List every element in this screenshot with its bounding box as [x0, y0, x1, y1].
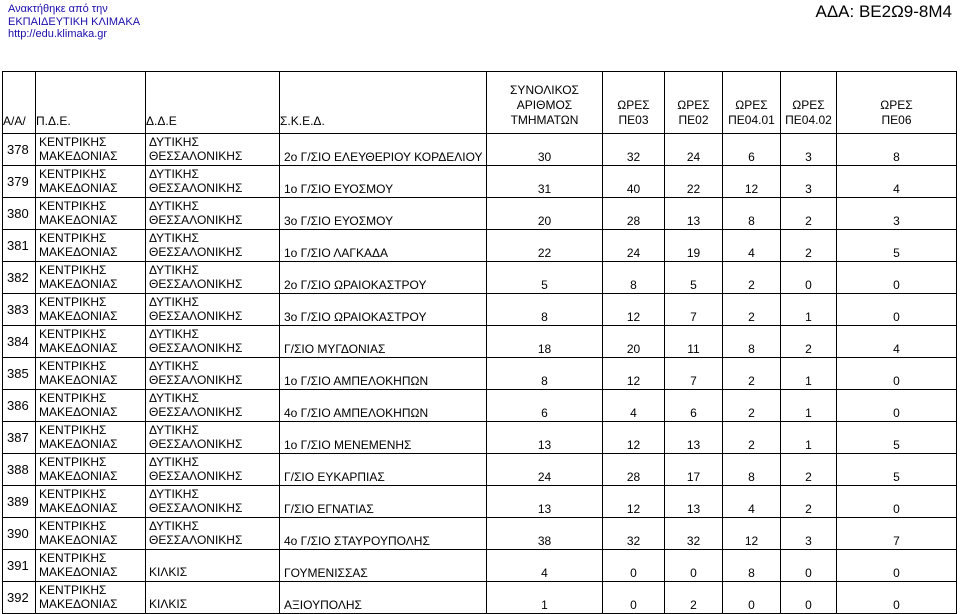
dde-line-2: ΘΕΣΣΑΛΟΝΙΚΗΣ [149, 245, 243, 259]
pde-cell [36, 486, 146, 518]
pde-cell [36, 230, 146, 262]
pde-line-2: ΜΑΚΕΔΟΝΙΑΣ [39, 149, 118, 163]
table-body [3, 134, 957, 614]
hours-pe0402: 0 [781, 582, 837, 614]
dde-line-1: ΔΥΤΙΚΗΣ [149, 135, 199, 149]
school-name: 3ο Γ/ΣΙΟ ΩΡΑΙΟΚΑΣΤΡΟΥ [280, 294, 487, 326]
hours-pe0402: 2 [781, 454, 837, 486]
hours-pe0402: 2 [781, 486, 837, 518]
hours-pe06: 0 [837, 582, 957, 614]
dde-cell [146, 262, 280, 294]
pde-line-1: ΚΕΝΤΡΙΚΗΣ [39, 327, 107, 341]
total-sections: 1 [487, 582, 603, 614]
hours-pe02: 32 [665, 518, 723, 550]
hours-pe03: 12 [603, 422, 665, 454]
dde-cell [146, 358, 280, 390]
hours-pe02: 13 [665, 422, 723, 454]
row-number: 385 [3, 358, 36, 390]
hours-pe0402: 1 [781, 390, 837, 422]
school-name: 1ο Γ/ΣΙΟ ΑΜΠΕΛΟΚΗΠΩΝ [280, 358, 487, 390]
row-number: 388 [3, 454, 36, 486]
total-sections: 18 [487, 326, 603, 358]
hours-pe02: 11 [665, 326, 723, 358]
table-row [3, 358, 957, 390]
pde-line-1: ΚΕΝΤΡΙΚΗΣ [39, 135, 107, 149]
row-number: 389 [3, 486, 36, 518]
hours-pe0401: 8 [723, 326, 781, 358]
dde-line-2: ΘΕΣΣΑΛΟΝΙΚΗΣ [149, 469, 243, 483]
dde-line-1: ΔΥΤΙΚΗΣ [149, 263, 199, 277]
hours-pe02: 7 [665, 294, 723, 326]
hours-pe0401: 2 [723, 422, 781, 454]
total-sections: 13 [487, 486, 603, 518]
pde-line-1: ΚΕΝΤΡΙΚΗΣ [39, 487, 107, 501]
dde-line-1: ΔΥΤΙΚΗΣ [149, 423, 199, 437]
row-number: 386 [3, 390, 36, 422]
dde-line-1: ΔΥΤΙΚΗΣ [149, 455, 199, 469]
retrieval-url-link[interactable]: http://edu.klimaka.gr [8, 28, 108, 40]
col-pe06: ΩΡΕΣ ΠΕ06 [837, 72, 957, 134]
hours-pe03: 28 [603, 454, 665, 486]
col-pe03: ΩΡΕΣ ΠΕ03 [603, 72, 665, 134]
total-sections: 13 [487, 422, 603, 454]
hours-pe0402: 1 [781, 358, 837, 390]
pde-line-1: ΚΕΝΤΡΙΚΗΣ [39, 231, 107, 245]
hours-pe0401: 2 [723, 262, 781, 294]
dde-line-1: ΔΥΤΙΚΗΣ [149, 487, 199, 501]
hours-pe06: 4 [837, 166, 957, 198]
table-row [3, 422, 957, 454]
hours-pe0402: 3 [781, 134, 837, 166]
pde-line-1: ΚΕΝΤΡΙΚΗΣ [39, 423, 107, 437]
row-number: 387 [3, 422, 36, 454]
table-row [3, 198, 957, 230]
pde-line-1: ΚΕΝΤΡΙΚΗΣ [39, 519, 107, 533]
dde-line-1: ΔΥΤΙΚΗΣ [149, 359, 199, 373]
hours-pe03: 32 [603, 518, 665, 550]
total-sections: 4 [487, 550, 603, 582]
pde-cell [36, 422, 146, 454]
hours-pe02: 13 [665, 486, 723, 518]
dde-cell [146, 422, 280, 454]
table-row [3, 294, 957, 326]
row-number: 381 [3, 230, 36, 262]
hours-pe0401: 2 [723, 294, 781, 326]
pde-line-2: ΜΑΚΕΔΟΝΙΑΣ [39, 469, 118, 483]
pde-cell [36, 518, 146, 550]
table-header-row [3, 72, 957, 134]
school-name: ΑΞΙΟΥΠΟΛΗΣ [280, 582, 487, 614]
dde-line-2: ΘΕΣΣΑΛΟΝΙΚΗΣ [149, 309, 243, 323]
pde-line-1: ΚΕΝΤΡΙΚΗΣ [39, 583, 107, 597]
ada-code: ΑΔΑ: ΒΕ2Ω9-8Μ4 [815, 2, 952, 21]
dde-line-1: ΔΥΤΙΚΗΣ [149, 199, 199, 213]
dde-line-1: ΔΥΤΙΚΗΣ [149, 295, 199, 309]
school-name: Γ/ΣΙΟ ΜΥΓΔΟΝΙΑΣ [280, 326, 487, 358]
total-sections: 31 [487, 166, 603, 198]
table-row [3, 486, 957, 518]
pde-cell [36, 454, 146, 486]
dde-cell [146, 390, 280, 422]
row-number: 390 [3, 518, 36, 550]
hours-pe0401: 2 [723, 358, 781, 390]
hours-pe03: 4 [603, 390, 665, 422]
school-name: 2ο Γ/ΣΙΟ ΕΛΕΥΘΕΡΙΟΥ ΚΟΡΔΕΛΙΟΥ [280, 134, 487, 166]
total-sections: 8 [487, 294, 603, 326]
table-row [3, 518, 957, 550]
dde-line-2: ΘΕΣΣΑΛΟΝΙΚΗΣ [149, 341, 243, 355]
col-pe0401: ΩΡΕΣ ΠΕ04.01 [723, 72, 781, 134]
hours-pe06: 5 [837, 454, 957, 486]
dde-cell [146, 550, 280, 582]
hours-pe06: 0 [837, 550, 957, 582]
dde-cell [146, 582, 280, 614]
col-pe0402: ΩΡΕΣ ΠΕ04.02 [781, 72, 837, 134]
pde-line-2: ΜΑΚΕΔΟΝΙΑΣ [39, 437, 118, 451]
dde-line-1: ΔΥΤΙΚΗΣ [149, 327, 199, 341]
dde-line-2: ΘΕΣΣΑΛΟΝΙΚΗΣ [149, 533, 243, 547]
pde-line-1: ΚΕΝΤΡΙΚΗΣ [39, 455, 107, 469]
hours-pe02: 17 [665, 454, 723, 486]
dde-cell [146, 230, 280, 262]
retrieval-note [8, 3, 140, 41]
hours-pe0401: 4 [723, 230, 781, 262]
dde-line-2: ΘΕΣΣΑΛΟΝΙΚΗΣ [149, 437, 243, 451]
hours-pe06: 0 [837, 486, 957, 518]
hours-pe06: 5 [837, 422, 957, 454]
school-name: 1ο Γ/ΣΙΟ ΛΑΓΚΑΔΑ [280, 230, 487, 262]
hours-pe02: 2 [665, 582, 723, 614]
hours-pe02: 22 [665, 166, 723, 198]
hours-pe03: 28 [603, 198, 665, 230]
dde-line-2: ΘΕΣΣΑΛΟΝΙΚΗΣ [149, 405, 243, 419]
pde-line-1: ΚΕΝΤΡΙΚΗΣ [39, 263, 107, 277]
hours-pe03: 32 [603, 134, 665, 166]
table-row [3, 262, 957, 294]
col-pde: Π.Δ.Ε. [36, 72, 146, 134]
total-sections: 30 [487, 134, 603, 166]
school-name: 3ο Γ/ΣΙΟ ΕΥΟΣΜΟΥ [280, 198, 487, 230]
hours-pe03: 12 [603, 358, 665, 390]
table-row [3, 134, 957, 166]
total-sections: 20 [487, 198, 603, 230]
total-sections: 5 [487, 262, 603, 294]
total-sections: 8 [487, 358, 603, 390]
pde-line-2: ΜΑΚΕΔΟΝΙΑΣ [39, 213, 118, 227]
row-number: 391 [3, 550, 36, 582]
hours-pe06: 0 [837, 390, 957, 422]
row-number: 382 [3, 262, 36, 294]
dde-line-2: ΘΕΣΣΑΛΟΝΙΚΗΣ [149, 213, 243, 227]
dde-cell [146, 518, 280, 550]
hours-pe06: 0 [837, 262, 957, 294]
dde-cell [146, 134, 280, 166]
hours-pe03: 8 [603, 262, 665, 294]
table-row [3, 390, 957, 422]
dde-cell [146, 454, 280, 486]
hours-pe0401: 6 [723, 134, 781, 166]
hours-pe03: 20 [603, 326, 665, 358]
hours-pe03: 12 [603, 294, 665, 326]
hours-pe0402: 3 [781, 518, 837, 550]
school-name: Γ/ΣΙΟ ΕΓΝΑΤΙΑΣ [280, 486, 487, 518]
school-name: 1ο Γ/ΣΙΟ ΜΕΝΕΜΕΝΗΣ [280, 422, 487, 454]
hours-pe0401: 12 [723, 166, 781, 198]
hours-pe0402: 1 [781, 422, 837, 454]
retrieval-note-line1: Ανακτήθηκε από την [8, 3, 108, 15]
pde-line-2: ΜΑΚΕΔΟΝΙΑΣ [39, 309, 118, 323]
school-name: 1ο Γ/ΣΙΟ ΕΥΟΣΜΟΥ [280, 166, 487, 198]
hours-pe0401: 8 [723, 454, 781, 486]
hours-pe0402: 0 [781, 262, 837, 294]
pde-cell [36, 294, 146, 326]
pde-line-2: ΜΑΚΕΔΟΝΙΑΣ [39, 565, 118, 579]
total-sections: 38 [487, 518, 603, 550]
dde-cell [146, 486, 280, 518]
pde-line-2: ΜΑΚΕΔΟΝΙΑΣ [39, 373, 118, 387]
hours-pe02: 6 [665, 390, 723, 422]
total-sections: 24 [487, 454, 603, 486]
pde-cell [36, 166, 146, 198]
dde-cell [146, 326, 280, 358]
row-number: 379 [3, 166, 36, 198]
dde-line-2: ΘΕΣΣΑΛΟΝΙΚΗΣ [149, 501, 243, 515]
table-row [3, 326, 957, 358]
hours-pe0401: 8 [723, 198, 781, 230]
dde-line-1: ΔΥΤΙΚΗΣ [149, 519, 199, 533]
hours-pe02: 0 [665, 550, 723, 582]
dde-line-1: ΔΥΤΙΚΗΣ [149, 391, 199, 405]
hours-pe03: 40 [603, 166, 665, 198]
dde-line-1: ΔΥΤΙΚΗΣ [149, 167, 199, 181]
hours-pe0402: 1 [781, 294, 837, 326]
row-number: 380 [3, 198, 36, 230]
hours-pe06: 5 [837, 230, 957, 262]
dde-line-2: ΘΕΣΣΑΛΟΝΙΚΗΣ [149, 149, 243, 163]
pde-line-1: ΚΕΝΤΡΙΚΗΣ [39, 359, 107, 373]
school-name: 2ο Γ/ΣΙΟ ΩΡΑΙΟΚΑΣΤΡΟΥ [280, 262, 487, 294]
pde-line-2: ΜΑΚΕΔΟΝΙΑΣ [39, 501, 118, 515]
hours-pe0402: 2 [781, 198, 837, 230]
pde-cell [36, 326, 146, 358]
dde-cell [146, 294, 280, 326]
pde-line-2: ΜΑΚΕΔΟΝΙΑΣ [39, 341, 118, 355]
hours-pe0401: 2 [723, 390, 781, 422]
hours-pe02: 13 [665, 198, 723, 230]
pde-line-2: ΜΑΚΕΔΟΝΙΑΣ [39, 405, 118, 419]
pde-cell [36, 582, 146, 614]
row-number: 378 [3, 134, 36, 166]
table-row [3, 166, 957, 198]
pde-cell [36, 198, 146, 230]
row-number: 392 [3, 582, 36, 614]
pde-line-1: ΚΕΝΤΡΙΚΗΣ [39, 391, 107, 405]
pde-line-2: ΜΑΚΕΔΟΝΙΑΣ [39, 245, 118, 259]
dde-line-1: ΔΥΤΙΚΗΣ [149, 231, 199, 245]
school-name: Γ/ΣΙΟ ΕΥΚΑΡΠΙΑΣ [280, 454, 487, 486]
total-sections: 6 [487, 390, 603, 422]
pde-line-1: ΚΕΝΤΡΙΚΗΣ [39, 199, 107, 213]
hours-pe0401: 0 [723, 582, 781, 614]
dde-cell [146, 166, 280, 198]
hours-pe02: 5 [665, 262, 723, 294]
school-name: 4ο Γ/ΣΙΟ ΣΤΑΥΡΟΥΠΟΛΗΣ [280, 518, 487, 550]
table-row [3, 454, 957, 486]
hours-pe02: 7 [665, 358, 723, 390]
row-number: 384 [3, 326, 36, 358]
dde-line-2: ΘΕΣΣΑΛΟΝΙΚΗΣ [149, 181, 243, 195]
hours-pe0402: 3 [781, 166, 837, 198]
dde-line-2: ΚΙΛΚΙΣ [149, 597, 188, 611]
dde-line-2: ΘΕΣΣΑΛΟΝΙΚΗΣ [149, 373, 243, 387]
col-dde: Δ.Δ.Ε [146, 72, 280, 134]
pde-line-1: ΚΕΝΤΡΙΚΗΣ [39, 167, 107, 181]
total-sections: 22 [487, 230, 603, 262]
hours-pe06: 7 [837, 518, 957, 550]
school-name: ΓΟΥΜΕΝΙΣΣΑΣ [280, 550, 487, 582]
pde-cell [36, 262, 146, 294]
hours-pe02: 24 [665, 134, 723, 166]
hours-pe0401: 12 [723, 518, 781, 550]
row-number: 383 [3, 294, 36, 326]
pde-line-2: ΜΑΚΕΔΟΝΙΑΣ [39, 597, 118, 611]
pde-cell [36, 390, 146, 422]
pde-line-1: ΚΕΝΤΡΙΚΗΣ [39, 551, 107, 565]
school-name: 4ο Γ/ΣΙΟ ΑΜΠΕΛΟΚΗΠΩΝ [280, 390, 487, 422]
hours-pe03: 0 [603, 582, 665, 614]
table-row [3, 550, 957, 582]
retrieval-note-line2: ΕΚΠΑΙΔΕΥΤΙΚΗ ΚΛΙΜΑΚΑ [8, 15, 141, 28]
hours-pe0402: 2 [781, 326, 837, 358]
pde-cell [36, 358, 146, 390]
col-sked: Σ.Κ.Ε.Δ. [280, 72, 487, 134]
school-hours-table [2, 71, 957, 614]
col-total: ΣΥΝΟΛΙΚΟΣ ΑΡΙΘΜΟΣ ΤΜΗΜΑΤΩΝ [487, 72, 603, 134]
hours-pe06: 3 [837, 198, 957, 230]
col-aa: Α/Α/ [3, 72, 36, 134]
table-row [3, 582, 957, 614]
hours-pe0402: 2 [781, 230, 837, 262]
dde-cell [146, 198, 280, 230]
pde-line-2: ΜΑΚΕΔΟΝΙΑΣ [39, 533, 118, 547]
hours-pe03: 12 [603, 486, 665, 518]
hours-pe02: 19 [665, 230, 723, 262]
pde-line-2: ΜΑΚΕΔΟΝΙΑΣ [39, 277, 118, 291]
hours-pe03: 24 [603, 230, 665, 262]
hours-pe0401: 8 [723, 550, 781, 582]
hours-pe0402: 0 [781, 550, 837, 582]
pde-cell [36, 550, 146, 582]
col-pe02: ΩΡΕΣ ΠΕ02 [665, 72, 723, 134]
hours-pe03: 0 [603, 550, 665, 582]
dde-line-2: ΚΙΛΚΙΣ [149, 565, 188, 579]
pde-line-2: ΜΑΚΕΔΟΝΙΑΣ [39, 181, 118, 195]
pde-line-1: ΚΕΝΤΡΙΚΗΣ [39, 295, 107, 309]
dde-line-2: ΘΕΣΣΑΛΟΝΙΚΗΣ [149, 277, 243, 291]
table-row [3, 230, 957, 262]
hours-pe06: 4 [837, 326, 957, 358]
hours-pe06: 0 [837, 294, 957, 326]
hours-pe0401: 4 [723, 486, 781, 518]
hours-pe06: 0 [837, 358, 957, 390]
pde-cell [36, 134, 146, 166]
hours-pe06: 8 [837, 134, 957, 166]
